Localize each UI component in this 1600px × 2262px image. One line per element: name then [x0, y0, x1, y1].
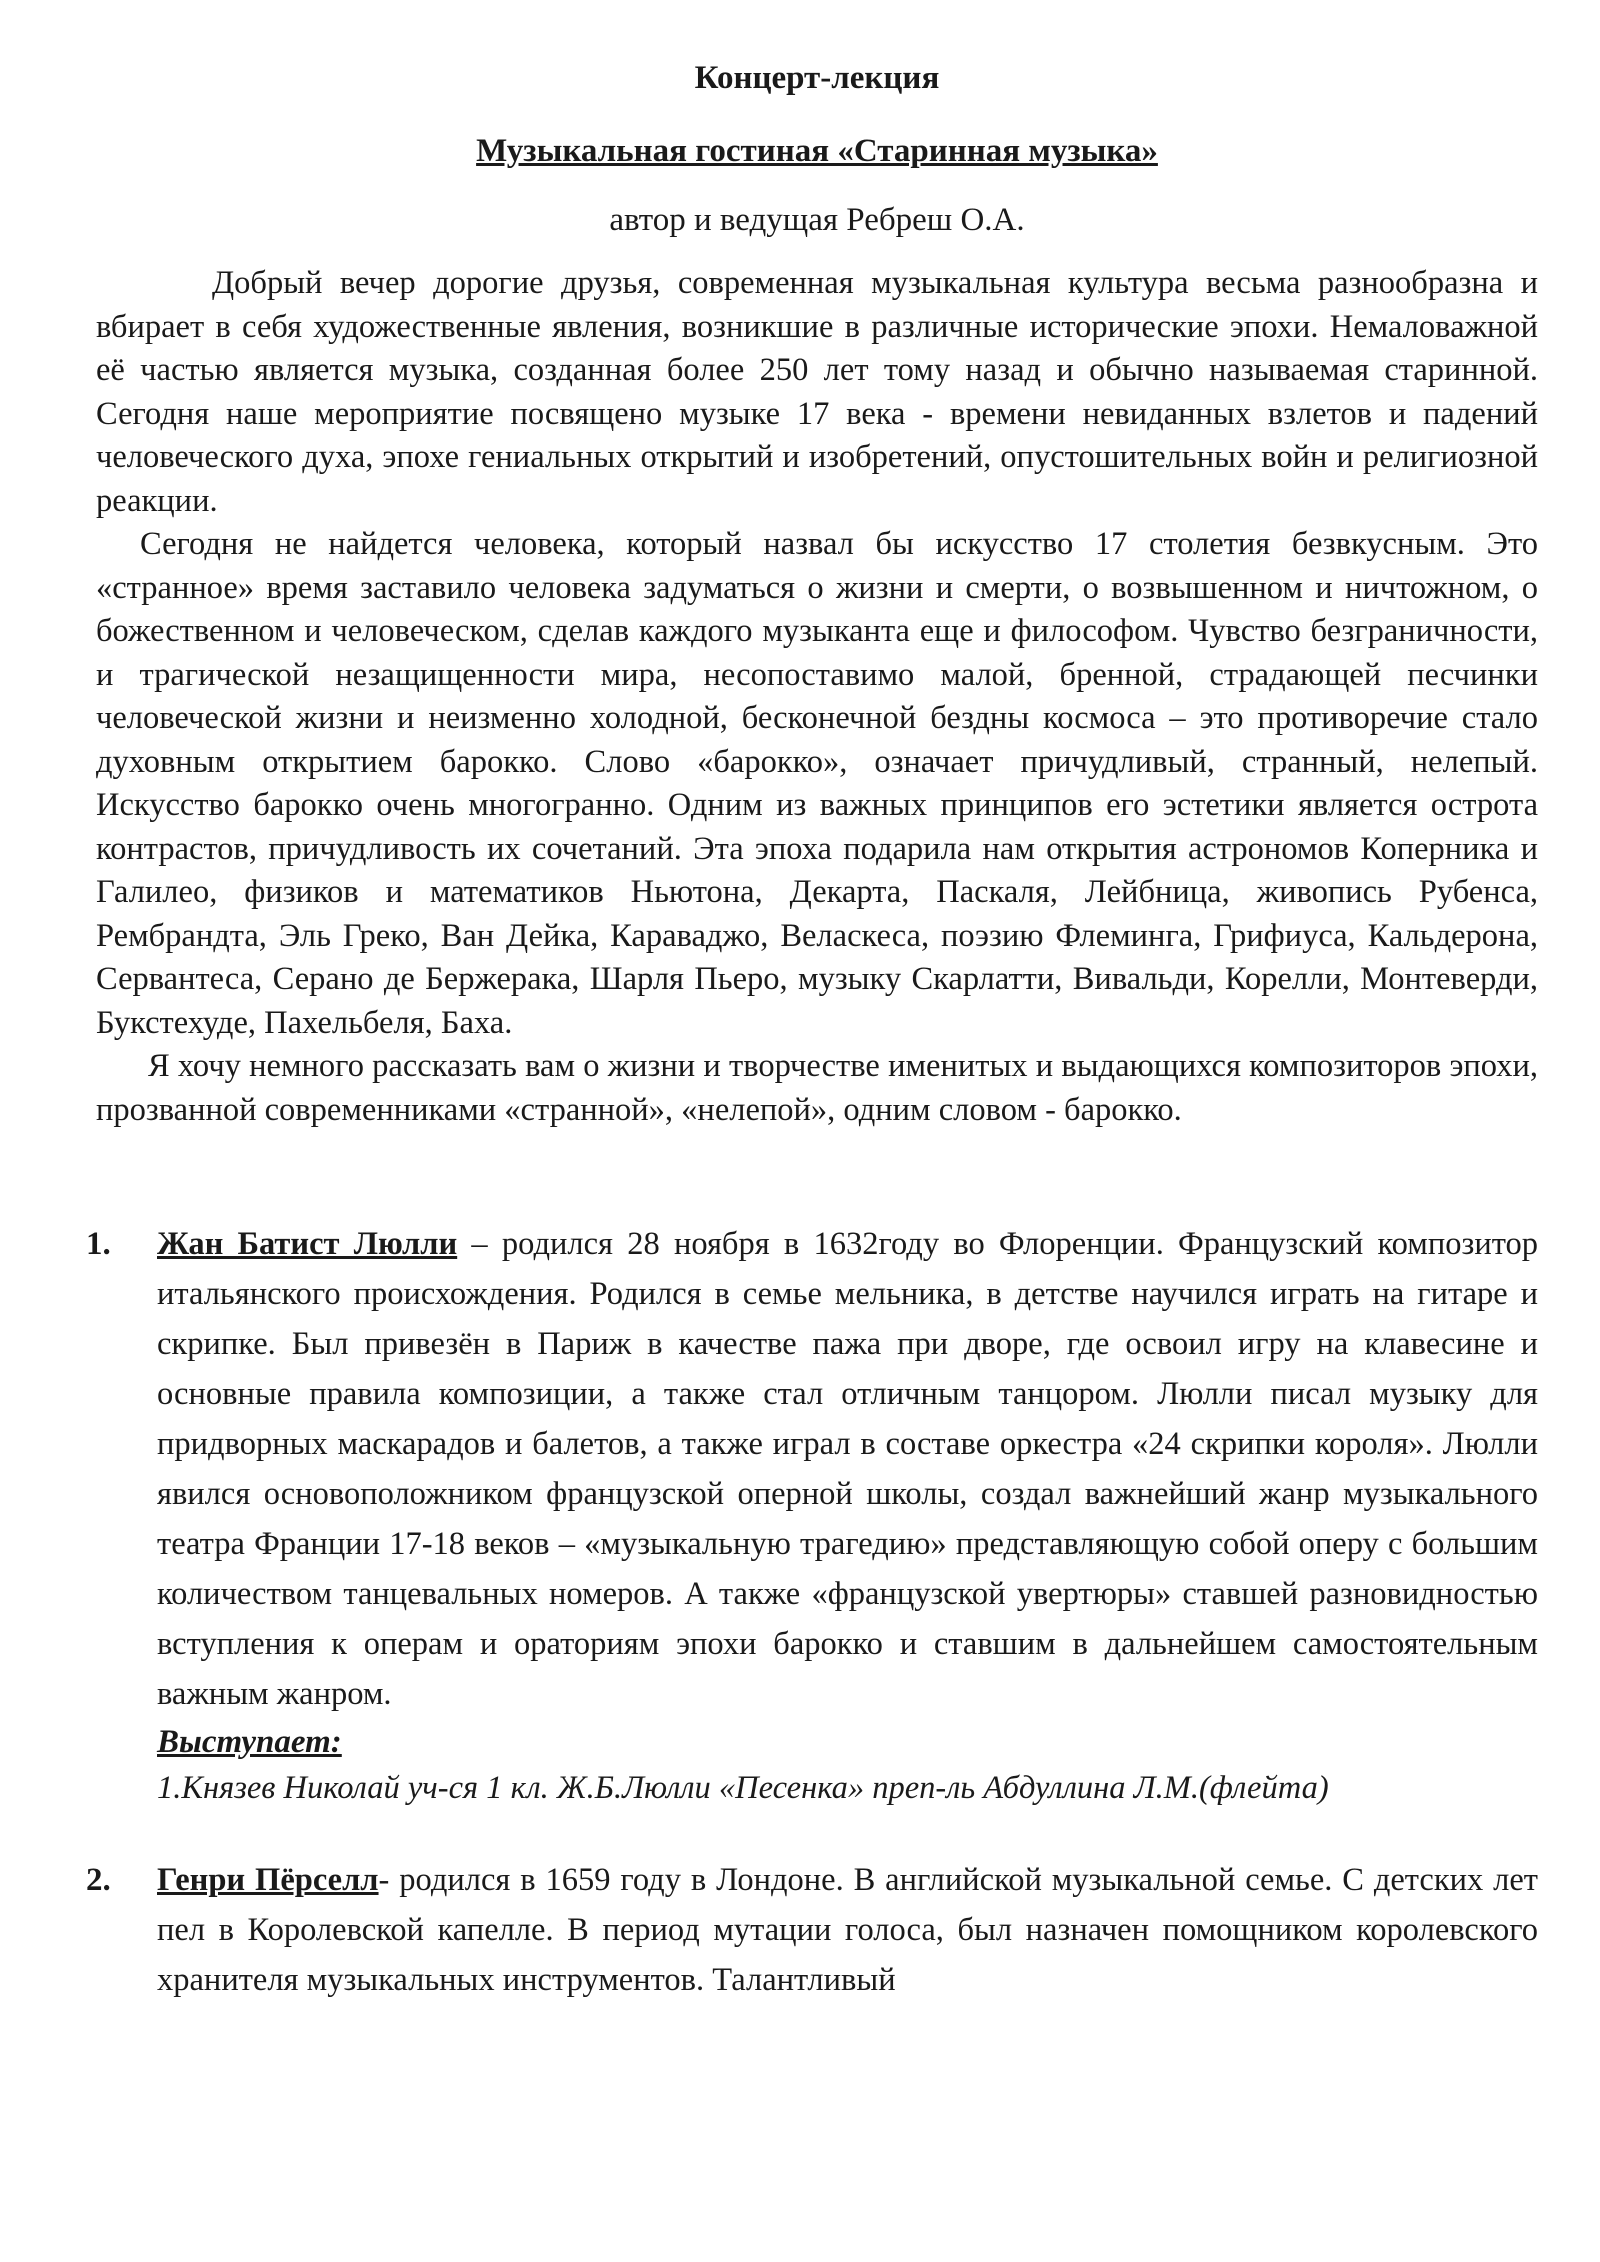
document-title: Концерт-лекция [694, 60, 940, 96]
performance-entry: 1.Князев Николай уч-ся 1 кл. Ж.Б.Люлли «Песенка» преп-ль Абдуллина Л.М.(флейта) [157, 1770, 1329, 1806]
performance-label: Выступает: [157, 1724, 342, 1760]
intro-section [96, 262, 1538, 1132]
composer-list [86, 1219, 1538, 2005]
intro-paragraph-1: Добрый вечер дорогие друзья, современная музыкальная культура весьма разнообразна и вбирает в себя художественные явления, возникшие в различные исторические эпохи. Немаловажной её частью является музыка, созданная более 250 лет тому назад и обычно называемая старинной. Сегодня наше мероприятие посвящено музыке 17 века - времени невиданных взлетов и падений человеческого духа, эпохе гениальных открытий и изобретений, опустошительных войн и религиозной реакции. [96, 265, 1538, 519]
composer-description [157, 1855, 1538, 2005]
composer-name: Жан Батист Люлли [157, 1226, 458, 1262]
composer-description [157, 1219, 1538, 1719]
document-page [86, 56, 1538, 2005]
composer-item-lully [86, 1219, 1538, 1811]
intro-paragraph-2: Сегодня не найдется человека, который назвал бы искусство 17 столетия безвкусным. Это «странное» время заставило человека задуматься о жизни и смерти, о возвышенном и ничтожном, о божественном и человеческом, сделав каждого музыканта еще и философом. Чувство безграничности, и трагической незащищенности мира, несопоставимо малой, бренной, страдающей песчинки человеческой жизни и неизменно холодной, бесконечной бездны космоса – это противоречие стало духовным открытием барокко. Слово «барокко», означает причудливый, странный, нелепый. Искусство барокко очень многогранно. Одним из важных принципов его эстетики является острота контрастов, причудливость их сочетаний. Эта эпоха подарила нам открытия астрономов Коперника и Галилео, физиков и математиков Ньютона, Декарта, Паскаля, Лейбница, живопись Рубенса, Рембрандта, Эль Греко, Ван Дейка, Караваджо, Веласкеса, поэзию Флеминга, Грифиуса, Кальдерона, Сервантеса, Серано де Бержерака, Шарля Пьеро, музыку Скарлатти, Вивальди, Корелли, Монтеверди, Букстехуде, Пахельбеля, Баха. [96, 526, 1538, 1041]
author-line: автор и ведущая Ребреш О.А. [609, 202, 1025, 238]
composer-bio: – родился 28 ноября в 1632году во Флоренции. Французский композитор итальянского происхождения. Родился в семье мельника, в детстве научился играть на гитаре и скрипке. Был привезён в Париж в качестве пажа при дворе, где освоил игру на клавесине и основные правила композиции, а также стал отличным танцором. Люлли писал музыку для придворных маскарадов и балетов, а также играл в составе оркестра «24 скрипки короля». Люлли явился основоположником французской оперной школы, создал важнейший жанр музыкального театра Франции 17-18 веков – «музыкальную трагедию» представляющую собой оперу с большим количеством танцевальных номеров. А также «французской увертюры» ставшей разновидностью вступления к операм и ораториям эпохи барокко и ставшим в дальнейшем самостоятельным важным жанром. [157, 1226, 1538, 1712]
composer-bio: - родился в 1659 году в Лондоне. В английской музыкальной семье. С детских лет пел в Королевской капелле. В период мутации голоса, был назначен помощником королевского хранителя музыкальных инструментов. Талантливый [157, 1862, 1538, 1998]
composer-name: Генри Пёрселл [157, 1862, 379, 1898]
intro-paragraph-3: Я хочу немного рассказать вам о жизни и творчестве именитых и выдающихся композиторов эпохи, прозванной современниками «странной», «нелепой», одним словом - барокко. [96, 1048, 1538, 1128]
composer-item-purcell [86, 1855, 1538, 2005]
list-number: 1. [86, 1226, 111, 1262]
list-number: 2. [86, 1862, 111, 1898]
document-subtitle: Музыкальная гостиная «Старинная музыка» [476, 133, 1158, 169]
